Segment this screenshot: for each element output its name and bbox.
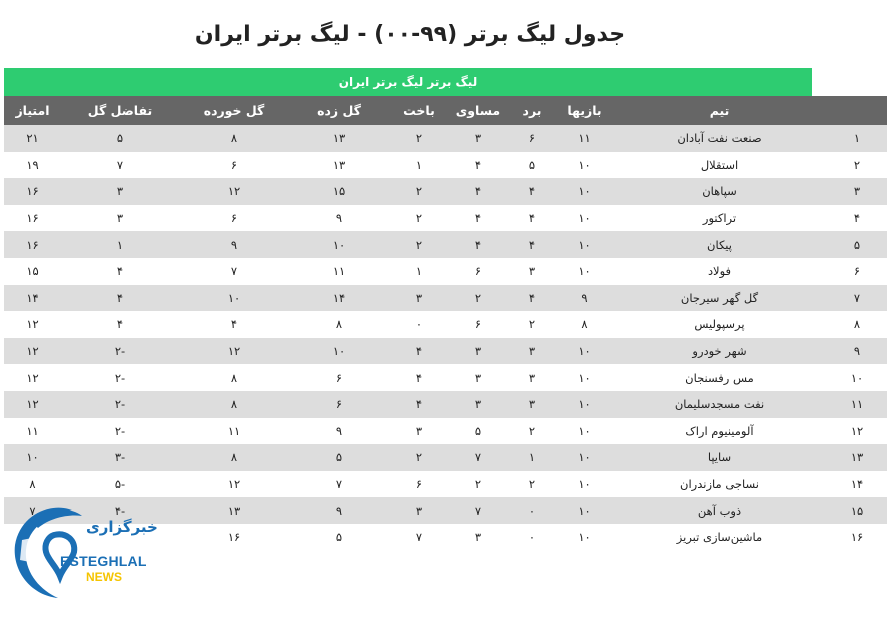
rank-cell: ۸	[827, 311, 887, 338]
loss-cell: ۴	[389, 338, 449, 365]
win-cell: ۵	[507, 152, 557, 179]
win-cell: ۴	[507, 285, 557, 312]
points-cell: ۲۱	[4, 125, 61, 152]
win-cell: ۳	[507, 338, 557, 365]
win-cell: ۲	[507, 311, 557, 338]
header-win: برد	[507, 96, 557, 125]
loss-cell: ۰	[389, 311, 449, 338]
goals-for-cell: ۶	[289, 391, 389, 418]
page-title: جدول لیگ برتر (۹۹-۰۰) - لیگ برتر ایران	[194, 22, 626, 47]
goals-against-cell: ۱۲	[179, 471, 289, 498]
table-row	[4, 444, 887, 471]
draw-cell: ۷	[449, 444, 507, 471]
draw-cell: ۳	[449, 125, 507, 152]
draw-cell: ۳	[449, 391, 507, 418]
draw-cell: ۷	[449, 497, 507, 524]
header-goal-difference: تفاضل گل	[61, 96, 179, 125]
goals-against-cell: ۸	[179, 125, 289, 152]
goal-difference-cell: ۳	[61, 205, 179, 232]
played-cell: ۸	[557, 311, 612, 338]
win-cell: ۳	[507, 391, 557, 418]
goals-for-cell: ۹	[289, 418, 389, 445]
team-name-cell: تراکتور	[612, 205, 827, 232]
draw-cell: ۴	[449, 205, 507, 232]
header-points: امتیاز	[4, 96, 61, 125]
table-row	[4, 391, 887, 418]
rank-cell: ۳	[827, 178, 887, 205]
team-name-cell: آلومینیوم اراک	[612, 418, 827, 445]
table-row	[4, 125, 887, 152]
goal-difference-cell: ۴	[61, 285, 179, 312]
table-row	[4, 364, 887, 391]
team-name-cell: نفت مسجدسلیمان	[612, 391, 827, 418]
header-goals-for: گل زده	[289, 96, 389, 125]
goals-for-cell: ۱۴	[289, 285, 389, 312]
rank-cell: ۱۳	[827, 444, 887, 471]
goals-against-cell: ۹	[179, 231, 289, 258]
header-loss: باخت	[389, 96, 449, 125]
goal-difference-cell: ۱	[61, 231, 179, 258]
rank-cell: ۹	[827, 338, 887, 365]
rank-cell: ۱۰	[827, 364, 887, 391]
logo-english-text: ESTEGHLAL	[60, 553, 147, 569]
points-cell: ۱۲	[4, 364, 61, 391]
played-cell: ۱۰	[557, 444, 612, 471]
team-name-cell: گل گهر سیرجان	[612, 285, 827, 312]
league-name-bar: لیگ برتر لیگ برتر ایران	[4, 68, 812, 96]
draw-cell: ۶	[449, 311, 507, 338]
rank-cell: ۱۲	[827, 418, 887, 445]
table-row	[4, 231, 887, 258]
points-cell: ۱۶	[4, 205, 61, 232]
points-cell: ۷	[4, 497, 61, 524]
goal-difference-cell: -۲	[61, 391, 179, 418]
goals-against-cell: ۱۰	[179, 285, 289, 312]
goals-against-cell: ۱۲	[179, 178, 289, 205]
goals-for-cell: ۱۰	[289, 338, 389, 365]
rank-cell: ۴	[827, 205, 887, 232]
team-name-cell: استقلال	[612, 152, 827, 179]
draw-cell: ۴	[449, 178, 507, 205]
table-row	[4, 471, 887, 498]
loss-cell: ۲	[389, 205, 449, 232]
loss-cell: ۷	[389, 524, 449, 551]
goals-for-cell: ۵	[289, 524, 389, 551]
goals-against-cell: ۷	[179, 258, 289, 285]
team-name-cell: ذوب آهن	[612, 497, 827, 524]
played-cell: ۱۰	[557, 205, 612, 232]
rank-cell: ۲	[827, 152, 887, 179]
goals-against-cell: ۶	[179, 152, 289, 179]
goals-against-cell: ۸	[179, 444, 289, 471]
points-cell: ۸	[4, 471, 61, 498]
table-row	[4, 178, 887, 205]
rank-cell: ۱	[827, 125, 887, 152]
table-body	[4, 125, 887, 551]
points-cell: ۱۲	[4, 338, 61, 365]
goals-for-cell: ۱۵	[289, 178, 389, 205]
goal-difference-cell: ۴	[61, 311, 179, 338]
table-row	[4, 258, 887, 285]
standings-table-container	[4, 68, 864, 551]
win-cell: ۴	[507, 205, 557, 232]
standings-table	[4, 96, 887, 551]
goals-for-cell: ۵	[289, 444, 389, 471]
loss-cell: ۴	[389, 391, 449, 418]
rank-cell: ۱۶	[827, 524, 887, 551]
goal-difference-cell: -۴	[61, 497, 179, 524]
goals-for-cell: ۱۱	[289, 258, 389, 285]
header-team: تیم	[612, 96, 827, 125]
loss-cell: ۳	[389, 285, 449, 312]
goal-difference-cell: -۲	[61, 364, 179, 391]
goals-for-cell: ۱۰	[289, 231, 389, 258]
esteghlal-news-logo	[10, 500, 160, 600]
goal-difference-cell: ۴	[61, 258, 179, 285]
draw-cell: ۳	[449, 338, 507, 365]
draw-cell: ۴	[449, 231, 507, 258]
goals-against-cell: ۱۱	[179, 418, 289, 445]
loss-cell: ۱	[389, 152, 449, 179]
goals-against-cell: ۴	[179, 311, 289, 338]
win-cell: ۲	[507, 471, 557, 498]
played-cell: ۱۰	[557, 178, 612, 205]
goals-for-cell: ۷	[289, 471, 389, 498]
goals-against-cell: ۱۲	[179, 338, 289, 365]
team-name-cell: سایپا	[612, 444, 827, 471]
team-name-cell: ماشین‌سازی تبریز	[612, 524, 827, 551]
points-cell: ۱۲	[4, 311, 61, 338]
loss-cell: ۳	[389, 418, 449, 445]
logo-news-text: NEWS	[86, 570, 122, 584]
points-cell: ۱۲	[4, 391, 61, 418]
win-cell: ۲	[507, 418, 557, 445]
soccer-ball-logo-icon	[10, 500, 90, 600]
rank-cell: ۱۵	[827, 497, 887, 524]
win-cell: ۰	[507, 524, 557, 551]
goals-for-cell: ۱۳	[289, 152, 389, 179]
rank-cell: ۶	[827, 258, 887, 285]
played-cell: ۱۰	[557, 524, 612, 551]
draw-cell: ۲	[449, 285, 507, 312]
draw-cell: ۳	[449, 524, 507, 551]
points-cell: ۱۱	[4, 418, 61, 445]
logo-persian-text: خبرگزاری	[86, 518, 158, 536]
win-cell: ۶	[507, 125, 557, 152]
table-row	[4, 285, 887, 312]
header-rank	[827, 96, 887, 125]
draw-cell: ۴	[449, 152, 507, 179]
goal-difference-cell: -۳	[61, 444, 179, 471]
goals-against-cell: ۱۳	[179, 497, 289, 524]
rank-cell: ۱۴	[827, 471, 887, 498]
played-cell: ۱۰	[557, 152, 612, 179]
played-cell: ۱۰	[557, 364, 612, 391]
draw-cell: ۵	[449, 418, 507, 445]
goal-difference-cell: ۷	[61, 152, 179, 179]
goal-difference-cell: ۵	[61, 125, 179, 152]
table-header-row	[4, 96, 887, 125]
draw-cell: ۶	[449, 258, 507, 285]
played-cell: ۹	[557, 285, 612, 312]
played-cell: ۱۰	[557, 338, 612, 365]
goals-against-cell: ۱۶	[179, 524, 289, 551]
loss-cell: ۲	[389, 444, 449, 471]
played-cell: ۱۰	[557, 231, 612, 258]
points-cell: ۱۵	[4, 258, 61, 285]
win-cell: ۳	[507, 258, 557, 285]
loss-cell: ۱	[389, 258, 449, 285]
goal-difference-cell: -۵	[61, 471, 179, 498]
goal-difference-cell: -۲	[61, 338, 179, 365]
loss-cell: ۶	[389, 471, 449, 498]
goals-for-cell: ۱۳	[289, 125, 389, 152]
table-row	[4, 205, 887, 232]
table-row	[4, 152, 887, 179]
points-cell: ۱۶	[4, 178, 61, 205]
played-cell: ۱۰	[557, 258, 612, 285]
goals-for-cell: ۸	[289, 311, 389, 338]
win-cell: ۱	[507, 444, 557, 471]
goals-for-cell: ۹	[289, 497, 389, 524]
goal-difference-cell: -۲	[61, 418, 179, 445]
points-cell: ۱۶	[4, 231, 61, 258]
played-cell: ۱۱	[557, 125, 612, 152]
team-name-cell: فولاد	[612, 258, 827, 285]
team-name-cell: پرسپولیس	[612, 311, 827, 338]
played-cell: ۱۰	[557, 497, 612, 524]
rank-cell: ۱۱	[827, 391, 887, 418]
win-cell: ۰	[507, 497, 557, 524]
header-draw: مساوی	[449, 96, 507, 125]
played-cell: ۱۰	[557, 471, 612, 498]
team-name-cell: شهر خودرو	[612, 338, 827, 365]
table-row	[4, 418, 887, 445]
goal-difference-cell: ۳	[61, 178, 179, 205]
win-cell: ۴	[507, 178, 557, 205]
loss-cell: ۴	[389, 364, 449, 391]
draw-cell: ۳	[449, 364, 507, 391]
loss-cell: ۲	[389, 178, 449, 205]
loss-cell: ۲	[389, 125, 449, 152]
header-played: بازیها	[557, 96, 612, 125]
draw-cell: ۲	[449, 471, 507, 498]
goals-against-cell: ۸	[179, 364, 289, 391]
rank-cell: ۵	[827, 231, 887, 258]
table-row	[4, 338, 887, 365]
team-name-cell: مس رفسنجان	[612, 364, 827, 391]
goals-against-cell: ۸	[179, 391, 289, 418]
points-cell: ۱۹	[4, 152, 61, 179]
played-cell: ۱۰	[557, 418, 612, 445]
rank-cell: ۷	[827, 285, 887, 312]
played-cell: ۱۰	[557, 391, 612, 418]
points-cell: ۱۰	[4, 444, 61, 471]
loss-cell: ۳	[389, 497, 449, 524]
team-name-cell: پیکان	[612, 231, 827, 258]
team-name-cell: نساجی مازندران	[612, 471, 827, 498]
team-name-cell: سپاهان	[612, 178, 827, 205]
win-cell: ۳	[507, 364, 557, 391]
win-cell: ۴	[507, 231, 557, 258]
loss-cell: ۲	[389, 231, 449, 258]
table-row	[4, 311, 887, 338]
goals-for-cell: ۶	[289, 364, 389, 391]
goals-against-cell: ۶	[179, 205, 289, 232]
team-name-cell: صنعت نفت آبادان	[612, 125, 827, 152]
header-goals-against: گل خورده	[179, 96, 289, 125]
points-cell: ۱۴	[4, 285, 61, 312]
goals-for-cell: ۹	[289, 205, 389, 232]
